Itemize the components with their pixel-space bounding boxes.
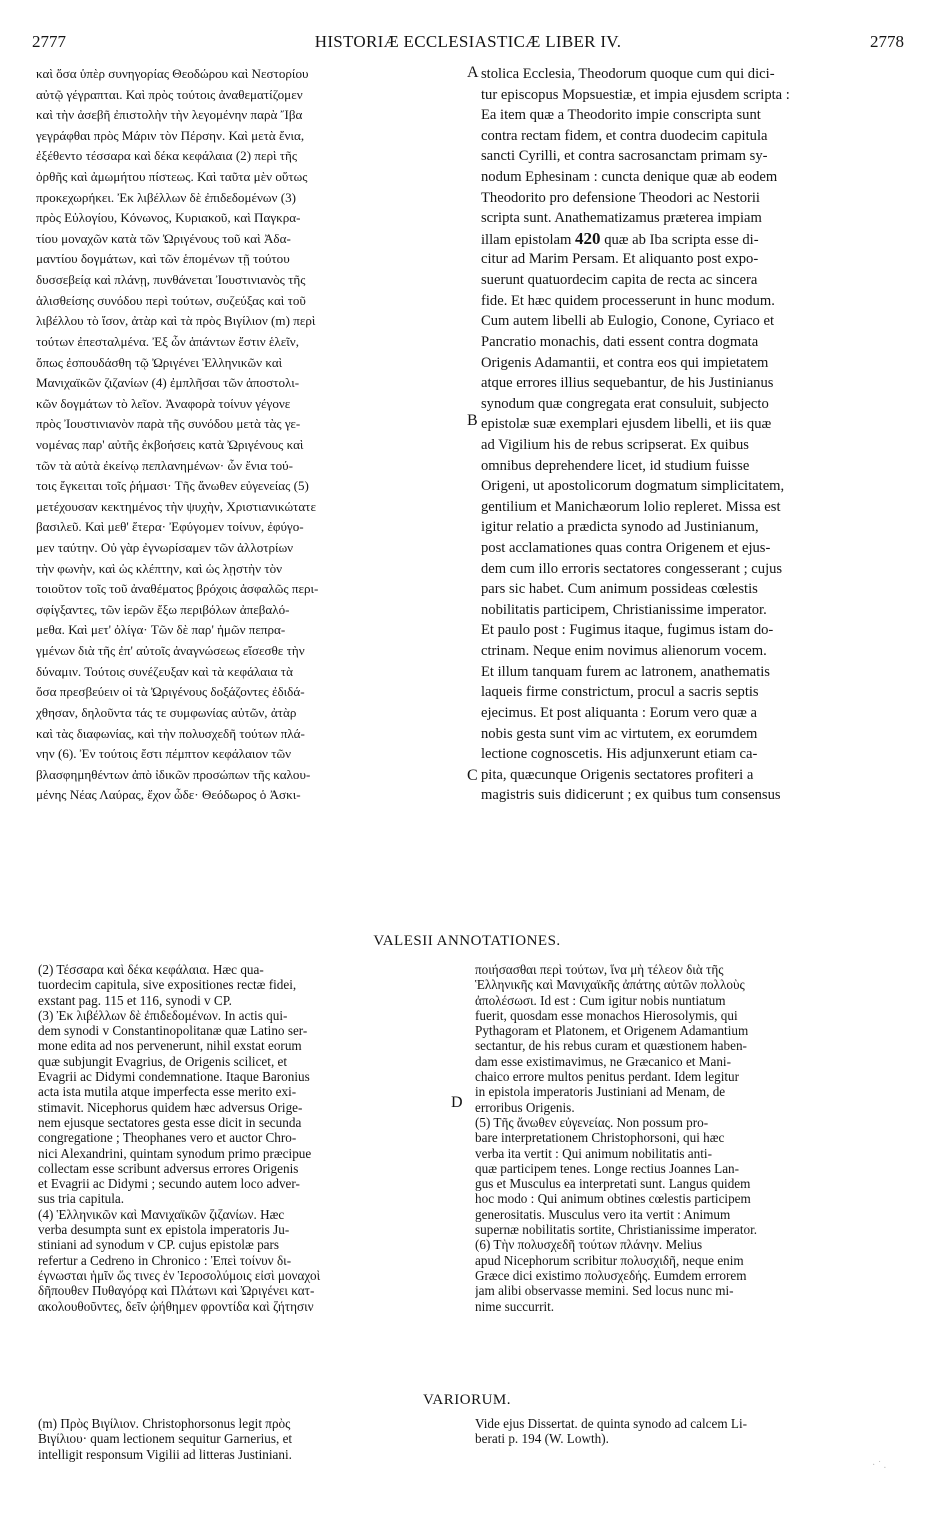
latin-line: citur ad Marim Persam. Et aliquanto post expo- [481,251,759,268]
note-line: stiniani ad synodum v CP. cujus epistolæ pars [38,1237,280,1253]
note-line: έγνωσται ἡμῖν ὥς τινες ἐν Ἱεροσολύμοις εἰσὶ μοναχοὶ [38,1267,321,1283]
latin-line: nobilitatis participem, Christianissime imperator. [481,601,767,618]
note-line: sus tria capitula. [38,1191,125,1207]
latin-line: atque errores illius sequebantur, de his Justinianus [481,375,774,392]
page-number-left: 2777 [32,32,66,51]
latin-line: omnibus deprehendere licet, id studium fuisse [481,457,750,474]
latin-line: Et paulo post : Fugimus itaque, fugimus istam do- [481,622,774,639]
latin-line: Ea item quæ a Theodorito impie conscripta sunt [481,107,761,124]
note-line: hoc modo : Qui animum obtines cœlestis participem [475,1191,751,1207]
greek-line: νην (6). Ἐν τούτοις ἔστι πέμπτον κεφάλαιον τῶν [36,746,291,762]
latin-line: dem cum illo erroris sectatores congesserant ; cujus [481,560,783,577]
valesii-notes-right [475,962,895,1314]
latin-line: ctrinam. Neque enim novimus alienorum vocem. [481,643,767,660]
note-line: nici Alexandrini, quintam synodum primo præcipue [38,1145,312,1161]
greek-line: ὀρθῆς καὶ ἀμωμήτου πίστεως. Καὶ ταῦτα μὲν οὕτως [36,169,308,185]
note-line: et Evagrii ac Didymi ; secundo autem loco adver- [38,1176,300,1192]
latin-line: suerunt quatuordecim capita de recta ac sincera [481,272,758,289]
note-line: (3) Ἐκ λιβέλλων δὲ ἐπιδεδομένων. In actis qui- [38,1007,288,1023]
greek-line: τοις ἔγκειται τοῖς ῥήμασι· Τῆς ἄνωθεν εὐγενείας (5) [36,478,309,494]
greek-line: καὶ ὅσα ὑπὲρ συνηγορίας Θεοδώρου καὶ Νεστορίου [36,66,309,81]
note-line: refertur a Cedreno in Chronico : Ἐπεὶ τοίνυν δι- [38,1252,292,1268]
greek-line: νομένας παρ' αὐτῆς ἐκβοήσεις κατὰ Ὠριγένους καὶ [36,436,304,452]
latin-line: nobis gesta sunt vim ac virtutem, ex eorumdem [481,725,758,742]
note-line: mone edita ad nos pervenerunt, nihil exstat eorum [38,1038,302,1054]
note-line: verba desumpta sunt ex epistola imperatoris Ju- [38,1222,290,1238]
latin-line: epistolæ suæ exemplari ejusdem libelli, et iis quæ [481,416,772,433]
greek-line: τούτων ἐπεσταλμένα. Ἐξ ὧν ἁπάντων ἔστιν ἑλεῖν, [36,333,299,349]
latin-line: magistris suis didicerunt ; ex quibus tum consensus [481,787,781,804]
variorum-notes-right [475,1416,895,1447]
note-line: (6) Τὴν πολυσχεδῆ τούτων πλάνην. Melius [475,1237,703,1253]
latin-line: Pancratio monachis, dati essent contra dogmata [481,333,759,350]
scan-speck: · ˙ . [872,1460,887,1471]
note-line: (5) Τῆς ἄνωθεν εὐγενείας. Non possum pro- [475,1114,709,1130]
note-line: sectantur, de his rebus curam et quæstionem haben- [475,1038,747,1054]
note-line: Græce dici existimo πολυσχεδής. Eumdem errorem [475,1267,747,1283]
latin-line: tur episcopus Mopsuestiæ, et impia ejusdem scripta : [481,86,790,103]
note-line: apud Nicephorum scribitur πολυσχιδῆ, neque enim [475,1252,744,1268]
greek-line: γμένων διὰ τῆς ἐπ' αὐτοῖς ἀναγνώσεως εἴσεσθε τὴν [36,643,305,659]
margin-letter-b: B [467,412,478,429]
greek-line: ἐξέθεντο τέσσαρα καὶ δέκα κεφάλαια (2) περὶ τῆς [36,148,298,164]
note-line: gus et Musculus ea interpretati sunt. Langus quidem [475,1176,751,1192]
note-line: ποιήσασθαι περὶ τούτων, ἵνα μὴ τέλεον διὰ τῆς [475,962,724,977]
latin-line: pita, quæcunque Origenis sectatores profiteri a [481,766,754,783]
latin-text-column [481,64,911,806]
note-line: jam alibi observasse memini. Sed locus nunc mi- [475,1283,734,1299]
greek-line: βλασφημηθέντων ἀπὸ ἰδικῶν προσώπων τῆς καλου- [36,766,311,782]
note-line: Pythagoram et Platonem, et Origenem Adamantium [475,1023,749,1039]
greek-line: τῶν τὰ αὐτὰ ἐκείνῳ πεπλανημένων· ὧν ἔνια τού- [36,457,293,473]
greek-line: μεθα. Καὶ μετ' ὀλίγα· Τῶν δὲ παρ' ἡμῶν πεπρα- [36,622,286,638]
note-line: (m) Πρὸς Βιγίλιον. Christophorsonus legit πρὸς [38,1416,291,1431]
latin-line: igitur relatio a prædicta synodo ad Justinianum, [481,519,759,536]
latin-line: Origenis Adamantii, et contra eos qui impietatem [481,354,769,371]
latin-line: Cum autem libelli ab Eulogio, Conone, Cyriaco et [481,313,775,330]
note-line: Vide ejus Dissertat. de quinta synodo ad calcem Li- [475,1416,748,1431]
latin-line: illam epistolam 420 quæ ab Iba scripta esse di- [481,228,759,248]
greek-line: πρὸς Εὐλογίου, Κόνωνος, Κυριακοῦ, καὶ Παγκρα- [36,210,301,226]
note-line: verba ita vertit : Qui animum nobilitatis anti- [475,1145,712,1161]
latin-line: contra rectam fidem, et contra duodecim capitula [481,127,768,144]
note-line: tuordecim capitula, sive expositiones rectæ fidei, [38,977,297,993]
greek-line: τίου μοναχῶν κατὰ τῶν Ὠριγένους τοῦ καὶ Ἀδα- [36,230,291,246]
latin-line: Origeni, ut apostolicorum dogmatum simplicitatem, [481,478,785,495]
note-line: chaico errore multos penitus perdant. Idem legitur [475,1069,740,1085]
running-header [32,32,904,56]
note-line: quæ participem tenes. Longe rectius Joannes Lan- [475,1160,740,1176]
greek-line: ὅπως ἐσπουδάσθη τῷ Ὠριγένει Ἑλληνικῶν καὶ [36,354,283,370]
greek-line: δυσσεβείᾳ καὶ πλάνῃ, πυνθάνεται Ἰουστινιανὸς τῆς [36,272,306,288]
latin-line: Theodorito pro defensione Theodori ac Nestorii [481,189,760,206]
greek-line: Μανιχαϊκῶν ζιζανίων (4) ἐμπλῆσαι τῶν ἀποστολι- [36,375,300,391]
greek-line: μεν ταύτην. Οὐ γὰρ ἐγνωρίσαμεν τῶν ἀλλοτρίων [36,540,294,556]
original-page-marker: 420 [575,228,601,248]
latin-line: sancti Cyrilli, et contra sacrosanctam primam sy- [481,148,768,165]
greek-line: βασιλεῦ. Καὶ μεθ' ἕτερα· Ἐφύγομεν τοίνυν, ἐφύγο- [36,519,304,535]
page-number-right: 2778 [870,32,904,51]
greek-line: κῶν δογμάτων τὸ λεῖον. Ἀναφορὰ τοίνυν γέγονε [36,395,291,411]
valesii-heading: VALESII ANNOTATIONES. [373,933,561,949]
latin-line: Et illum tanquam furem ac latronem, anathematis [481,663,770,680]
margin-letter-a: A [467,64,479,81]
greek-line: σφίγξαντες, τῶν ἱερῶν ἔξω περιβόλων ἀπεβαλό- [36,601,290,617]
greek-line: μαντίου δογμάτων, καὶ τῶν ἑπομένων τῇ τούτου [36,251,290,267]
note-line: Ἑλληνικῆς καὶ Μανιχαϊκῆς ἀπάτης αὐτῶν πολλοὺς [475,977,745,993]
note-line: fuerit, quosdam esse monachos Hierosolymis, qui [475,1007,738,1023]
latin-line: laqueis firme constrictum, procul a sacris septis [481,684,759,701]
greek-line: χθησαν, δηλοῦντα τάς τε συμφωνίας αὐτῶν, ἀτὰρ [36,704,297,720]
greek-line: πρὸς Ἰουστινιανὸν παρὰ τῆς συνόδου μετὰ τὰς γε- [36,416,301,432]
greek-line: ὅσα πρεσβεύειν οἱ τὰ Ὠριγένους δοξάζοντες ἐδιδά- [36,684,305,700]
note-line: ακολουθοῦντες, δεῖν ᾠήθημεν φροντίδα καὶ ζήτησιν [38,1298,314,1314]
note-line: dam esse existimavimus, ne Græcanico et Mani- [475,1053,731,1069]
note-line: bare interpretationem Christophorsoni, qui hæc [475,1130,725,1146]
latin-line: pars sic habet. Cum animum possideas cœlestis [481,581,758,598]
note-line: Evagrii ac Didymi condemnatione. Itaque Baronius [38,1069,310,1085]
latin-line: post acclamationes quas contra Origenem et ejus- [481,540,771,557]
margin-letter-c: C [467,767,478,784]
greek-text-column [36,64,472,806]
note-line: congregatione ; Theophanes vero et auctor Chro- [38,1130,297,1146]
latin-line: gentilium et Manichæorum lolio repleret. Missa est [481,498,781,515]
note-line: (2) Τέσσαρα καὶ δέκα κεφάλαια. Hæc qua- [38,962,264,977]
note-line: quæ subjungit Evagrius, de Origenis scilicet, et [38,1053,288,1069]
variorum-notes-left [38,1416,448,1462]
greek-line: μετέχουσαν κεκτημένος τὴν ψυχὴν, Χριστιανικώτατε [36,498,316,514]
note-line: Βιγίλιου· quam lectionem sequitur Garnerius, et [38,1431,293,1447]
note-line: dem synodi v Constantinopolitanæ quæ Latino ser- [38,1023,308,1039]
greek-line: μένης Νέας Λαύρας, ἔχον ὧδε· Θεόδωρος ὁ Ἀσκι- [36,787,301,803]
latin-line: fide. Et hæc quidem processerunt in hunc modum. [481,292,775,309]
note-line: ἀπολέσωσι. Id est : Cum igitur nobis nuntiatum [475,992,726,1008]
note-line: intelligit responsum Vigilii ad litteras Justiniani. [38,1446,292,1462]
note-line: generositatis. Musculus vero ita vertit : Animum [475,1206,731,1222]
latin-line: nodum Ephesinam : cuncta denique quæ ab eodem [481,169,778,186]
latin-line: lectione cognoscetis. His adjunxerunt etiam ca- [481,746,758,763]
greek-line: προκεχωρήκει. Ἐκ λιβέλλων δὲ ἐπιδεδομένων (3) [36,189,297,205]
variorum-heading: VARIORUM. [423,1392,511,1408]
note-line: (4) Ἑλληνικῶν καὶ Μανιχαϊκῶν ζιζανίων. Hæc [38,1206,285,1222]
valesii-notes-left [38,962,448,1314]
margin-letter-d: D [451,1094,463,1111]
greek-line: αὐτῷ γέγραπται. Καὶ πρὸς τούτοις ἀναθεματίζομεν [36,86,303,102]
latin-line: synodum quæ congregata erat consuluit, subjecto [481,395,769,412]
greek-line: τοιοῦτον τοῖς τοῦ ἀναθέματος βρόχοις ἀσφαλῶς περι- [36,581,319,597]
greek-line: δύναμιν. Τούτοις συνέζευξαν καὶ τὰ κεφάλαια τὰ [36,663,293,679]
latin-line: ejecimus. Et post aliquanta : Eorum vero quæ a [481,704,757,721]
note-line: collectam esse scribunt adversus errores Origenis [38,1160,299,1176]
note-line: nem ejusque sectatores gesta esse dicit in secunda [38,1114,302,1130]
note-line: stimavit. Nicephorus quidem hæc adversus Orige- [38,1099,303,1115]
greek-line: τὴν φωνὴν, καὶ ὡς κλέπτην, καὶ ὡς λῃστὴν τὸν [36,560,283,576]
greek-line: καὶ τὴν ἀσεβῆ ἐπιστολὴν τὴν λεγομένην παρὰ Ἴβα [36,107,303,123]
note-line: berati p. 194 (W. Lowth). [475,1431,609,1447]
greek-line: λιβέλλου τὸ ἴσον, ἀτὰρ καὶ τὰ πρὸς Βιγίλιον (m) περὶ [36,313,316,329]
latin-line: scripta sunt. Anathematizamus præterea impiam [481,210,762,227]
greek-line: γεγράφθαι πρὸς Μάριν τὸν Πέρσην. Καὶ μετὰ ἔνια, [36,127,305,143]
note-line: supernæ nobilitatis sortite, Christianissime imperator. [475,1222,758,1238]
note-line: acta ista mutila atque imperfecta esse merito exi- [38,1084,297,1100]
note-line: exstant pag. 115 et 116, synodi v CP. [38,992,232,1008]
latin-line: stolica Ecclesia, Theodorum quoque cum qui dici- [481,66,775,82]
note-line: δῆπουθεν Πυθαγόρᾳ καὶ Πλάτωνι καὶ Ὠριγένει κατ- [38,1283,315,1299]
running-title: HISTORIÆ ECCLESIASTICÆ LIBER IV. [314,32,622,51]
latin-line: ad Vigilium his de rebus scripserat. Ex quibus [481,436,749,453]
note-line: in epistola imperatoris Justiniani ad Menam, de [475,1084,726,1100]
note-line: nime succurrit. [475,1298,555,1314]
greek-line: καὶ τὰς διαφωνίας, καὶ τὴν πολυσχεδῆ τούτων πλά- [36,725,305,741]
greek-line: ἁλισθείσης συνόδου περὶ τούτων, συζεύξας καὶ τοῦ [36,292,306,308]
note-line: erroribus Origenis. [475,1099,575,1115]
